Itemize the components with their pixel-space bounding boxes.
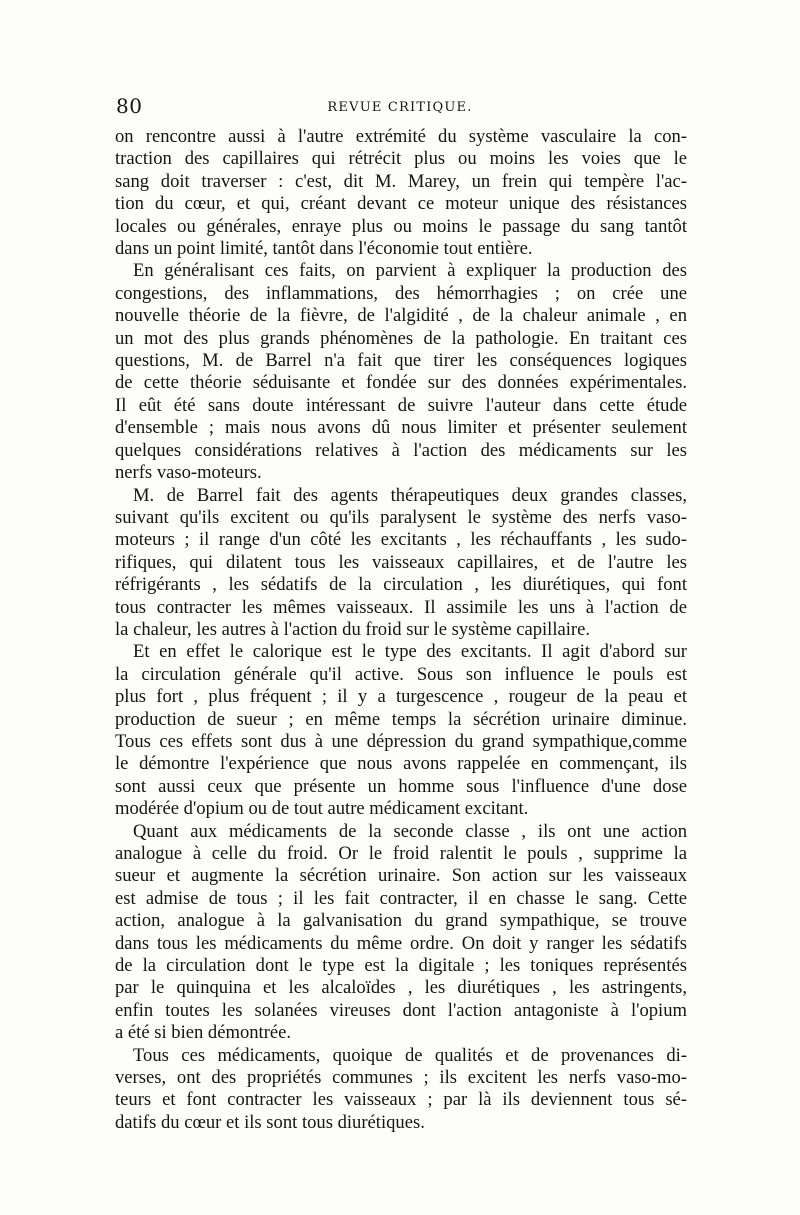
- text-line: un mot des plus grands phénomènes de la pathologie. En traitant ces: [115, 327, 687, 349]
- text-line: datifs du cœur et ils sont tous diurétiques.: [115, 1111, 425, 1133]
- text-line: nerfs vaso-moteurs.: [115, 462, 262, 484]
- text-line: dans tous les médicaments du même ordre. On doit y ranger les sédatifs: [115, 932, 687, 954]
- text-line: Tous ces médicaments, quoique de qualités et de provenances di-: [133, 1044, 687, 1066]
- text-line: analogue à celle du froid. Or le froid ralentit le pouls , supprime la: [115, 843, 687, 864]
- text-line: d'ensemble ; mais nous avons dû nous limiter et présenter seulement: [115, 417, 687, 439]
- paragraph: [115, 641, 687, 820]
- text-line: on rencontre aussi à l'autre extrémité du système vasculaire la con-: [115, 126, 687, 147]
- text-line: action, analogue à la galvanisation du grand sympathique, se trouve: [115, 910, 687, 932]
- text-line: de cette théorie séduisante et fondée sur des données expérimentales.: [115, 372, 687, 394]
- text-line: M. de Barrel fait des agents thérapeutiques deux grandes classes,: [133, 484, 687, 506]
- text-line: par le quinquina et les alcaloïdes , les diurétiques , les astringents,: [115, 977, 687, 999]
- text-line: a été si bien démontrée.: [115, 1022, 292, 1044]
- text-line: verses, ont des propriétés communes ; ils excitent les nerfs vaso-mo-: [115, 1067, 687, 1089]
- text-line: réfrigérants , les sédatifs de la circulation , les diurétiques, qui font: [115, 574, 687, 596]
- text-line: la chaleur, les autres à l'action du froid sur le système capillaire.: [115, 618, 591, 640]
- text-line: tion du cœur, et qui, créant devant ce moteur unique des résistances: [115, 193, 687, 215]
- text-line: locales ou générales, enraye plus ou moins le passage du sang tantôt: [115, 215, 687, 237]
- running-title: REVUE CRITIQUE.: [327, 100, 473, 115]
- text-line: production de sueur ; en même temps la sécrétion urinaire diminue.: [115, 708, 687, 730]
- text-line: Il eût été sans doute intéressant de suivre l'auteur dans cette étude: [115, 394, 687, 416]
- text-line: sueur et augmente la sécrétion urinaire. Son action sur les vaisseaux: [115, 865, 687, 887]
- text-line: plus fort , plus fréquent ; il y a turgescence , rougeur de la peau et: [115, 686, 687, 708]
- paragraph: [115, 821, 687, 1045]
- text-line: nouvelle théorie de la fièvre, de l'algidité , de la chaleur animale , en: [115, 305, 687, 327]
- text-line: suivant qu'ils excitent ou qu'ils paralysent le système des nerfs vaso-: [115, 506, 687, 528]
- text-line: Tous ces effets sont dus à une dépression du grand sympathique,comme: [115, 730, 687, 752]
- text-line: enfin toutes les solanées vireuses dont l'action antagoniste à l'opium: [115, 999, 687, 1021]
- text-line: le démontre l'expérience que nous avons rappelée en commençant, ils: [115, 753, 687, 775]
- text-line: sont aussi ceux que présente un homme sous l'influence d'une dose: [115, 775, 687, 797]
- text-line: rifiques, qui dilatent tous les vaisseaux capillaires, et de l'autre les: [115, 551, 687, 573]
- text-line: sang doit traverser : c'est, dit M. Marey, un frein qui tempère l'ac-: [115, 170, 687, 192]
- text-line: traction des capillaires qui rétrécit plus ou moins les voies que le: [115, 148, 687, 170]
- text-line: dans un point limité, tantôt dans l'économie tout entière.: [115, 238, 533, 260]
- text-line: questions, M. de Barrel n'a fait que tirer les conséquences logiques: [115, 350, 687, 372]
- paragraph-continuation: [115, 126, 687, 260]
- text-line: En généralisant ces faits, on parvient à expliquer la production des: [133, 260, 687, 282]
- text-line: la circulation générale qu'il active. Sous son influence le pouls est: [115, 663, 687, 685]
- text-line: Quant aux médicaments de la seconde classe , ils ont une action: [133, 820, 687, 842]
- page-header: [112, 94, 688, 120]
- paragraph: [115, 260, 687, 484]
- body-text: [115, 126, 687, 1134]
- paragraph: [115, 1045, 687, 1135]
- text-line: teurs et font contracter les vaisseaux ; par là ils deviennent tous sé-: [115, 1089, 687, 1111]
- text-line: modérée d'opium ou de tout autre médicament excitant.: [115, 798, 529, 820]
- text-line: est admise de tous ; il les fait contracter, il en chasse le sang. Cette: [115, 887, 687, 909]
- text-line: de la circulation dont le type est la digitale ; les toniques représentés: [115, 955, 687, 977]
- page-number: 80: [116, 94, 143, 118]
- paragraph: [115, 485, 687, 642]
- text-line: tous contracter les mêmes vaisseaux. Il assimile les uns à l'action de: [115, 596, 687, 618]
- text-line: moteurs ; il range d'un côté les excitants , les réchauffants , les sudo-: [115, 529, 687, 551]
- text-line: quelques considérations relatives à l'action des médicaments sur les: [115, 439, 687, 461]
- text-line: Et en effet le calorique est le type des excitants. Il agit d'abord sur: [133, 641, 687, 663]
- text-line: congestions, des inflammations, des hémorrhagies ; on crée une: [115, 282, 687, 304]
